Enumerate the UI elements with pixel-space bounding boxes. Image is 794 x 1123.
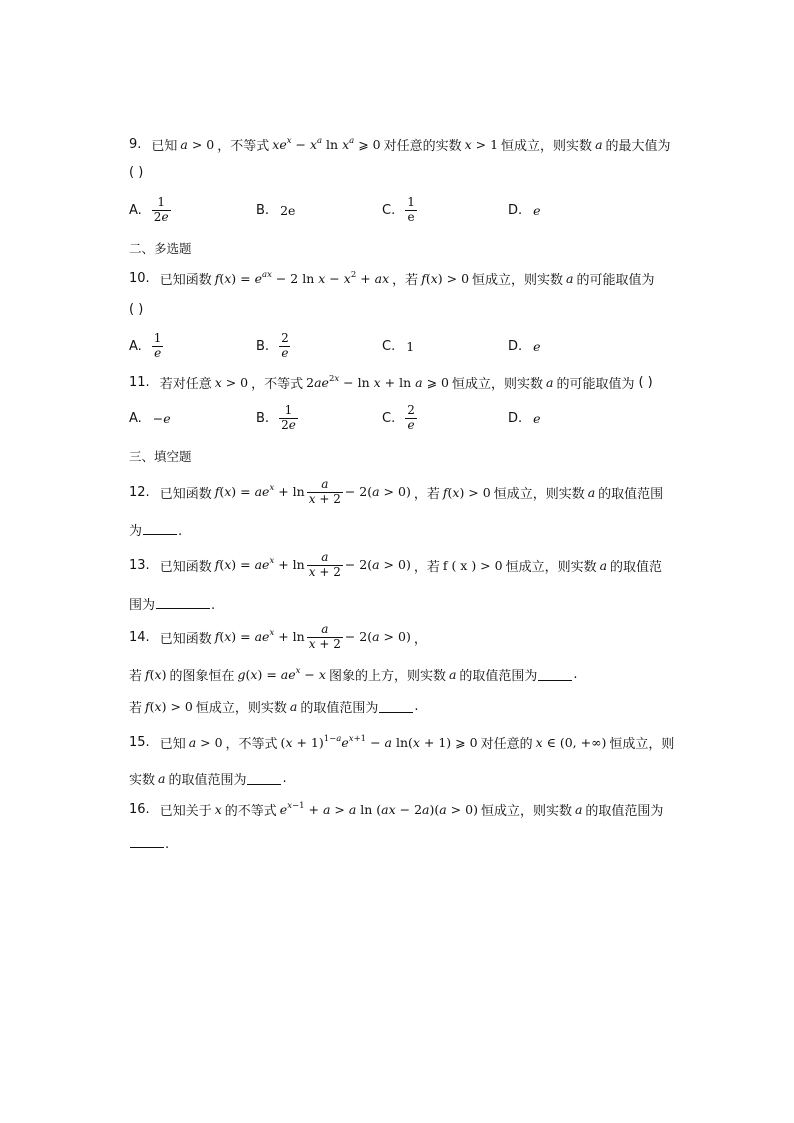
q12-variable: a: [587, 484, 596, 500]
q10-option-b: [256, 328, 293, 364]
q14-end-2: .: [414, 698, 419, 714]
q13-text1: 已知函数: [159, 559, 212, 575]
q10-option-a: [129, 328, 165, 364]
q12-line2: [129, 520, 182, 539]
q14-line2-g: $g(x) = ae^x - x$: [237, 666, 326, 682]
q12-end: .: [178, 524, 183, 539]
q13-answer-blank[interactable]: [156, 596, 210, 609]
q13-function: $f(x) = ae^x + \ln$ $\frac{a}{x + 2}$ − 2(a > 0): [214, 549, 411, 579]
q9-answer-paren: ( ): [129, 165, 144, 180]
q10-function: $f(x) = e^{ax} - 2$ $\ln x - x^2$ + ax: [214, 270, 390, 286]
q12-function: $f(x) = ae^x + \ln$ $\frac{a}{x + 2}$ − 2(a > 0): [214, 476, 411, 506]
q9-condition: a > 0: [180, 136, 215, 152]
option-label: B.: [256, 410, 270, 426]
q9-option-b-value: 2e: [280, 202, 296, 218]
q11-inequality: $2ae^{2x} - \ln x + \ln a$ ⩾ 0: [306, 374, 449, 390]
q10-option-c: [382, 328, 417, 364]
q10-option-a-fraction: $\frac{1}{e}$: [153, 330, 162, 360]
q9-variable: a: [595, 136, 603, 152]
option-label: B.: [256, 202, 270, 218]
q14-line2-text-c: 图象的上方，则实数: [328, 668, 446, 684]
q13-text2: ，若: [413, 559, 440, 575]
q11-option-a-value: −e: [152, 410, 171, 426]
q16-text3: 恒成立，则实数: [480, 803, 572, 819]
q10-answer-paren: ( ): [129, 302, 144, 317]
q11-text2: ，不等式: [251, 376, 304, 392]
q15-text5: 实数: [129, 772, 156, 788]
q15-text6: 的取值范围为: [168, 772, 247, 788]
q11-line1: [129, 362, 653, 402]
q14-number: 14.: [129, 629, 150, 645]
q12-text4: 的取值范围: [598, 486, 664, 502]
q13-variable: a: [599, 557, 608, 573]
q16-line1: [129, 789, 663, 829]
q11-option-c: [382, 400, 419, 436]
q14-line3-text-c: 的取值范围为: [300, 700, 379, 716]
q14-variable: a: [448, 666, 457, 682]
q14-line3-text-b: 恒成立，则实数: [195, 700, 287, 716]
q12-text1: 已知函数: [159, 486, 212, 502]
q14-answer-blank-2[interactable]: [379, 700, 413, 713]
q9-text3: 对任意的实数: [383, 138, 462, 154]
section-title-fill-in: 三、填空题: [129, 449, 192, 464]
q15-condition: a > 0: [188, 734, 223, 750]
q11-answer-paren: ( ): [638, 374, 653, 390]
q11-text4: 的可能取值为: [556, 376, 635, 392]
q12-line1: [129, 472, 663, 512]
option-label: A.: [129, 202, 142, 218]
q16-number: 16.: [129, 801, 150, 817]
q10-line1: [129, 258, 655, 298]
q12-text5: 为: [129, 524, 143, 539]
q10-option-b-fraction: $\frac{2}{e}$: [281, 330, 289, 360]
q16-variable: a: [574, 801, 583, 817]
q15-text3: 对任意的: [480, 736, 533, 752]
q10-number: 10.: [129, 270, 150, 286]
q15-domain: x ∈ (0, +∞): [535, 734, 607, 750]
q15-end: .: [282, 770, 287, 786]
section-title-multiple-choice: 二、多选题: [129, 241, 192, 256]
q11-number: 11.: [129, 374, 150, 390]
q12-condition: f(x) > 0: [442, 484, 491, 500]
q13-condition: f ( x ) > 0: [442, 557, 503, 573]
q14-line2-text-a: 若: [129, 668, 143, 684]
option-label: D.: [508, 410, 523, 426]
q10-option-c-value: 1: [406, 338, 415, 354]
q9-text1: 已知: [151, 138, 178, 154]
q9-option-a: [129, 192, 173, 228]
q10-condition: f(x) > 0: [421, 270, 470, 286]
option-label: C.: [382, 410, 396, 426]
q9-text5: 的最大值为: [605, 138, 671, 154]
q11-condition: x > 0: [214, 374, 249, 390]
option-label: A.: [129, 338, 142, 354]
q13-end: .: [211, 598, 216, 613]
q10-variable: a: [566, 270, 574, 286]
q11-option-d-value: e: [533, 410, 541, 426]
q16-line2: [129, 835, 169, 852]
q11-option-a: [129, 400, 174, 436]
q10-option-d: [508, 328, 544, 364]
q14-end-1: .: [573, 666, 578, 682]
option-label: D.: [508, 338, 523, 354]
q11-option-d: [508, 400, 544, 436]
q9-condition2: x > 1: [464, 136, 499, 152]
option-label: D.: [508, 202, 523, 218]
q11-option-c-fraction: $\frac{2}{e}$: [407, 402, 415, 432]
q14-text1: 已知函数: [159, 631, 212, 647]
q14-line3-text-a: 若: [129, 700, 143, 716]
q14-function: $f(x) = ae^x + \ln$ $\frac{a}{x + 2}$ − 2(a > 0): [214, 621, 411, 651]
q10-text1: 已知函数: [159, 272, 212, 288]
q15-text2: ，不等式: [225, 736, 278, 752]
q11-variable: a: [546, 374, 554, 390]
q11-text1: 若对任意: [159, 376, 212, 392]
q9-text2: ，不等式: [217, 138, 270, 154]
option-label: B.: [256, 338, 270, 354]
q14-text2: ，: [413, 631, 427, 647]
q16-text4: 的取值范围为: [585, 803, 664, 819]
option-label: C.: [382, 338, 396, 354]
q9-option-d-value: e: [533, 202, 541, 218]
q13-text4: 的取值范: [610, 559, 663, 575]
q9-number: 9.: [129, 136, 142, 152]
option-label: C.: [382, 202, 396, 218]
q12-text3: 恒成立，则实数: [493, 486, 585, 502]
q9-option-c-fraction: $\frac{1}{e}$: [407, 194, 415, 224]
q14-line3: [129, 686, 418, 726]
q16-answer-blank[interactable]: [130, 835, 164, 848]
q13-text5: 围为: [129, 598, 156, 613]
q16-text2: 的不等式: [224, 803, 277, 819]
option-label: A.: [129, 410, 142, 426]
q9-option-d: [508, 192, 544, 228]
q9-option-c: [382, 192, 419, 228]
q15-inequality: $(x + 1)^{1-a}e^{x+1} - a$ ln(x + 1) ⩾ 0: [280, 734, 478, 750]
q10-text2: ，若: [392, 272, 419, 288]
q14-variable-2: a: [289, 698, 298, 714]
q14-line1: [129, 617, 427, 657]
q16-var-x: x: [214, 801, 222, 817]
q13-number: 13.: [129, 557, 150, 573]
q11-text3: 恒成立，则实数: [451, 376, 543, 392]
q11-option-b: [256, 400, 300, 436]
q9-option-b: [256, 192, 298, 228]
q15-line1: [129, 722, 674, 762]
q13-line2: [129, 594, 215, 613]
q14-line2-text-b: 的图象恒在: [169, 668, 235, 684]
q12-number: 12.: [129, 484, 150, 500]
q14-answer-blank-1[interactable]: [538, 668, 572, 681]
q11-option-b-fraction: $\frac{1}{2e}$: [281, 402, 296, 432]
q9-inequality: $xe^x - x^a$ $\ln x^a$ ⩾ 0: [272, 136, 381, 152]
q9-option-a-fraction: $\frac{1}{2e}$: [153, 194, 169, 224]
q12-text2: ，若: [413, 486, 440, 502]
q13-text3: 恒成立，则实数: [505, 559, 597, 575]
q16-end: .: [165, 837, 170, 852]
q15-variable: a: [158, 770, 166, 786]
q14-line2-text-d: 的取值范围为: [459, 668, 538, 684]
q15-number: 15.: [129, 734, 150, 750]
q15-answer-blank[interactable]: [247, 772, 281, 785]
q14-line2-f: f(x): [145, 666, 167, 682]
q16-text1: 已知关于: [159, 803, 212, 819]
q14-line3-f: f(x) > 0: [145, 698, 193, 714]
q9-line1: [129, 124, 671, 164]
q15-text4: 恒成立，则: [609, 736, 675, 752]
q10-option-d-value: e: [533, 338, 541, 354]
q16-inequality: $e^{x-1} + a > a$ ln (ax − 2a)(a > 0): [279, 801, 478, 817]
q10-text4: 的可能取值为: [576, 272, 655, 288]
q15-text1: 已知: [159, 736, 186, 752]
q9-text4: 恒成立，则实数: [501, 138, 593, 154]
q13-line1: [129, 545, 662, 585]
q10-text3: 恒成立，则实数: [472, 272, 564, 288]
q12-answer-blank[interactable]: [143, 522, 177, 535]
